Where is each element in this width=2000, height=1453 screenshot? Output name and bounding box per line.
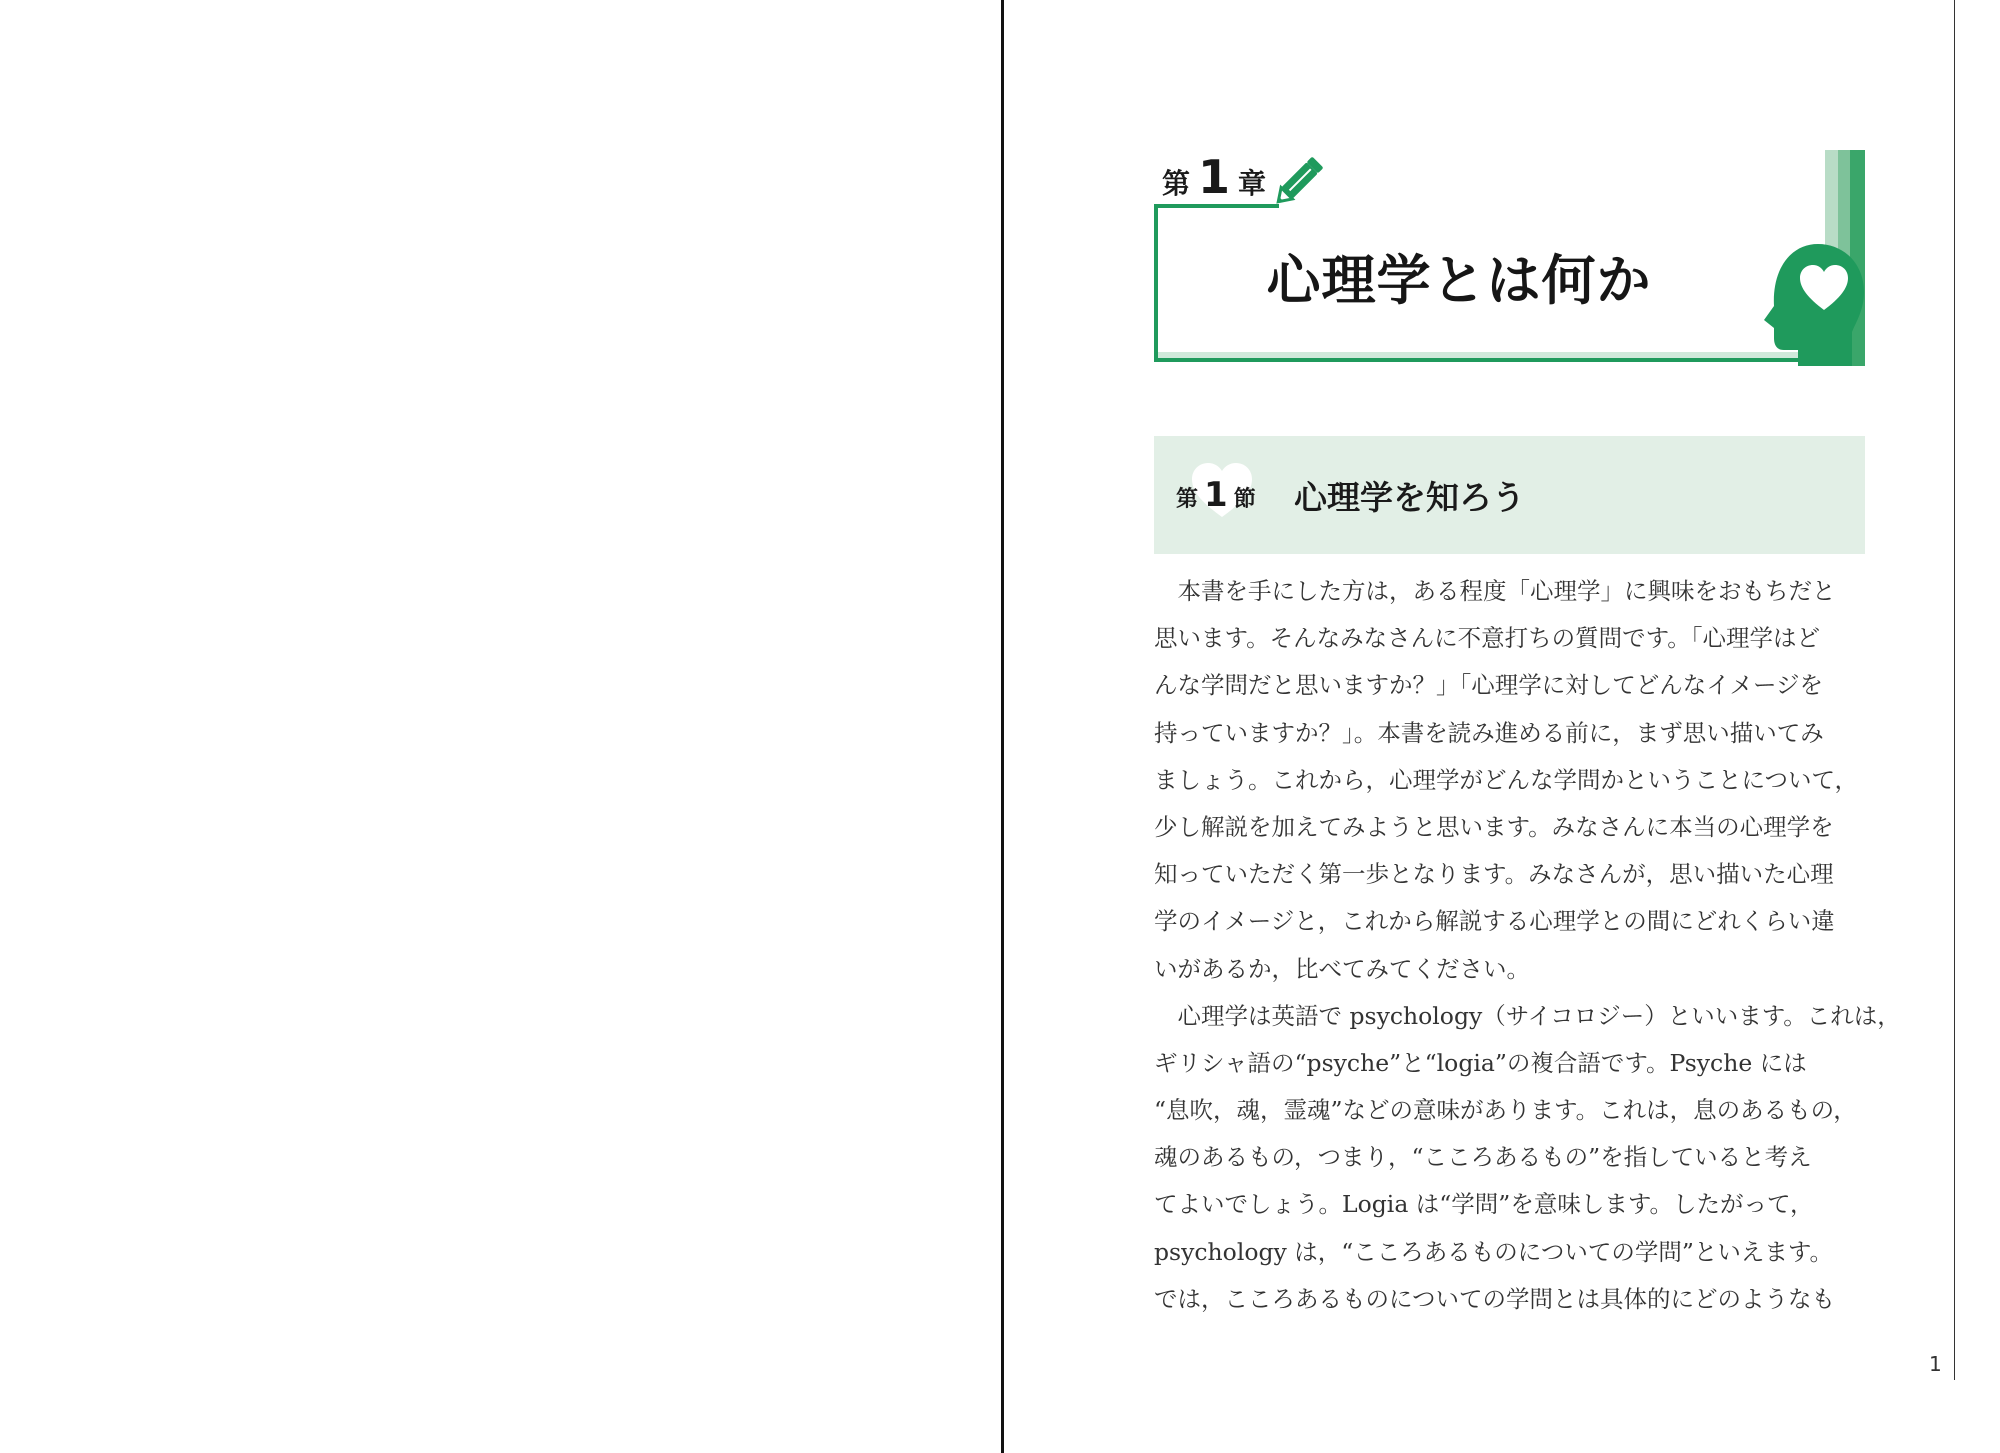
body-line: 心理学は英語で psychology（サイコロジー）といいます。これは， (1154, 1001, 1901, 1030)
chapter-prefix: 第 (1162, 167, 1191, 200)
body-line: 少し解説を加えてみようと思います。みなさんに本当の心理学を (1154, 812, 1834, 841)
body-line: いがあるか，比べてみてください。 (1154, 954, 1530, 983)
chapter-box-shadow (1158, 352, 1862, 358)
section-number: 1 (1204, 475, 1228, 515)
section-prefix: 第 (1176, 487, 1199, 512)
body-text (1154, 568, 1901, 1323)
page-number: 1 (1929, 1352, 1942, 1376)
body-line: ギリシャ語の“psyche”と“logia”の複合語です。Psyche には (1154, 1048, 1807, 1077)
head-heart-icon (1760, 240, 1866, 366)
body-line: “息吹，魂，霊魂”などの意味があります。これは，息のあるもの， (1154, 1096, 1857, 1125)
pencil-icon (1274, 150, 1332, 204)
chapter-number: 1 (1198, 150, 1231, 204)
body-line: てよいでしょう。Logia は“学問”を意味します。したがって， (1154, 1190, 1814, 1219)
section-title: 心理学を知ろう (1294, 478, 1525, 517)
body-line: 知っていただく第一歩となります。みなさんが，思い描いた心理 (1154, 860, 1834, 889)
body-line: psychology は，“こころあるものについての学問”といえます。 (1154, 1237, 1833, 1266)
body-line: ましょう。これから，心理学がどんな学問かということについて， (1154, 765, 1859, 794)
section-suffix: 節 (1233, 487, 1256, 512)
chapter-label (1162, 150, 1266, 204)
section-label (1176, 475, 1256, 515)
right-page (1004, 0, 1954, 1453)
body-line: 思います。そんなみなさんに不意打ちの質問です。「心理学はど (1154, 624, 1820, 653)
body-line: んな学問だと思いますか？」「心理学に対してどんなイメージを (1154, 671, 1824, 700)
body-line: 魂のあるもの，つまり，“こころあるもの”を指していると考え (1154, 1143, 1812, 1172)
body-line: 学のイメージと，これから解説する心理学との間にどれくらい違 (1154, 907, 1835, 936)
chapter-title: 心理学とは何か (1266, 249, 1652, 312)
body-line: 本書を手にした方は，ある程度「心理学」に興味をおもちだと (1154, 577, 1836, 605)
body-line: では，こころあるものについての学問とは具体的にどのようなも (1154, 1284, 1836, 1313)
chapter-suffix: 章 (1238, 167, 1267, 200)
body-line: 持っていますか？」。本書を読み進める前に，まず思い描いてみ (1154, 718, 1824, 747)
page-edge-line (1954, 0, 1955, 1380)
